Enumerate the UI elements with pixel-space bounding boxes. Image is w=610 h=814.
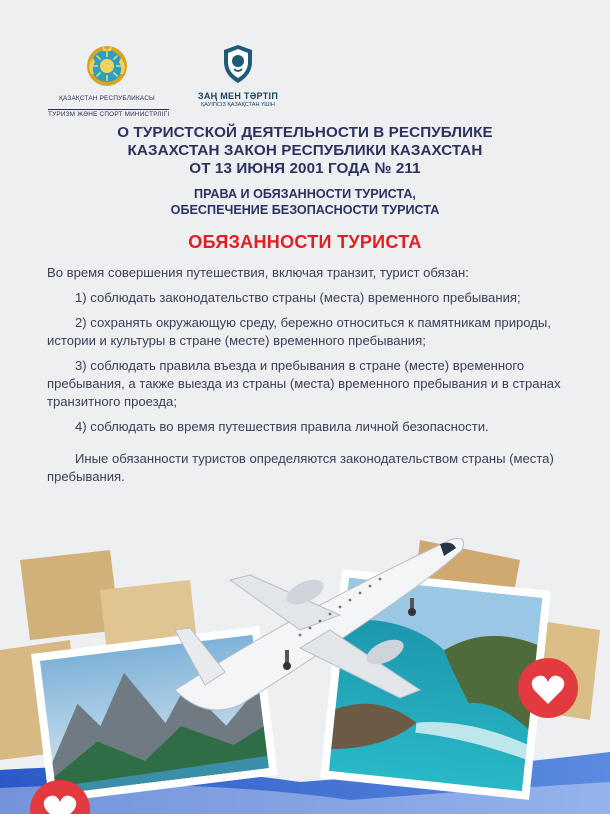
shield-logo-icon: [222, 44, 254, 84]
closing-paragraph: Иные обязанности туристов определяются законодательством страны (места) пребывания.: [47, 451, 554, 484]
subtitle-line: ОБЕСПЕЧЕНИЕ БЕЗОПАСНОСТИ ТУРИСТА: [170, 203, 440, 217]
ministry-name-line2: ТУРИЗМ ЖӘНЕ СПОРТ МИНИСТРЛІГІ: [48, 110, 170, 118]
partner-name: ЗАҢ МЕН ТӘРТІП: [197, 91, 279, 101]
title-line: КАЗАХСТАН ЗАКОН РЕСПУБЛИКИ КАЗАХСТАН: [127, 142, 483, 159]
partner-logo: [192, 44, 284, 109]
ministry-logo: [48, 44, 170, 121]
section-heading: ОБЯЗАННОСТИ ТУРИСТА: [188, 232, 422, 252]
list-item: 2) сохранять окружающую среду, бережно относиться к памятникам природы, истории и культуры в стране (месте) временного пребывания;: [47, 315, 551, 348]
list-item: 4) соблюдать во время путешествия правила личной безопасности.: [75, 419, 489, 434]
travel-illustration: [0, 520, 610, 814]
document-subtitle: [40, 186, 570, 218]
subtitle-line: ПРАВА И ОБЯЗАННОСТИ ТУРИСТА,: [194, 187, 416, 201]
title-line: О ТУРИСТСКОЙ ДЕЯТЕЛЬНОСТИ В РЕСПУБЛИКЕ: [117, 124, 493, 141]
ministry-name-line1: ҚАЗАҚСТАН РЕСПУБЛИКАСЫ: [59, 95, 155, 102]
partner-tagline: ҚАУІПСІЗ ҚАЗАҚСТАН ҮШІН: [201, 102, 275, 108]
state-emblem-icon: [85, 44, 129, 88]
heart-icon: [518, 658, 578, 718]
list-item: 3) соблюдать правила въезда и пребывания в стране (месте) временного пребывания, а также выезда из страны (места) временного пребывания и в странах транзитного проезда;: [47, 358, 561, 409]
list-item: 1) соблюдать законодательство страны (места) временного пребывания;: [75, 290, 521, 305]
title-line: ОТ 13 ИЮНЯ 2001 ГОДА № 211: [189, 160, 421, 177]
body-text: [47, 264, 567, 493]
document-title: [40, 124, 570, 178]
intro-paragraph: Во время совершения путешествия, включая транзит, турист обязан:: [47, 265, 469, 280]
